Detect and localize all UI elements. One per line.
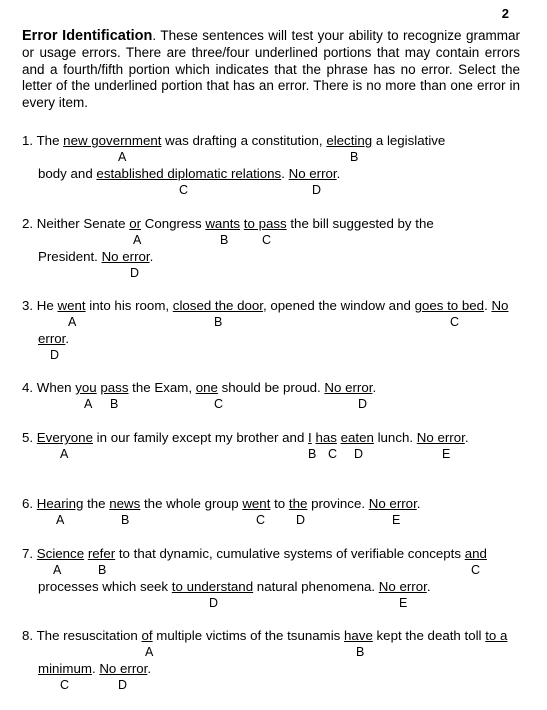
q4-option-d: No error — [324, 380, 373, 395]
q8-letter-d: D — [118, 678, 128, 692]
q6-letter-d: D — [296, 513, 306, 527]
q1-option-b: electing — [326, 133, 373, 148]
q6-letter-c: C — [256, 513, 266, 527]
question-4: 4. When you pass the Exam, one should be proud. No error. A B C D — [22, 380, 377, 411]
question-2: 2. Neither Senate or Congress wants to pass the bill suggested by the A B C President. No error. D — [22, 216, 434, 280]
q8-option-a: of — [141, 628, 153, 643]
q7-option-b: refer — [87, 546, 116, 561]
q6-option-b: news — [109, 496, 141, 511]
q5-option-b: I — [308, 430, 312, 445]
q4-option-b: pass — [100, 380, 129, 395]
q2-option-a: or — [129, 216, 142, 231]
q5-letter-c: C — [328, 447, 338, 461]
q1-letter-d: D — [312, 183, 322, 197]
q3-option-d-cont: error — [38, 331, 66, 346]
q7-option-d: to understand — [171, 579, 254, 594]
q8-letter-b: B — [356, 645, 365, 659]
question-5: 5. Everyone in our family except my brother and I has eaten lunch. No error. A B C D E — [22, 430, 469, 461]
q3-letter-a: A — [68, 315, 77, 329]
q5-letter-e: E — [442, 447, 451, 461]
q8-option-c-cont: minimum — [38, 661, 92, 676]
q4-letter-b: B — [110, 397, 119, 411]
q2-option-c: to pass — [243, 216, 287, 231]
q5-letter-a: A — [60, 447, 69, 461]
q4-letter-a: A — [84, 397, 93, 411]
q1-option-c: established diplomatic relations — [96, 166, 282, 181]
q3-letter-b: B — [214, 315, 223, 329]
q7-option-a: Science — [36, 546, 85, 561]
q2-option-d: No error — [101, 249, 150, 264]
q5-letter-b: B — [308, 447, 317, 461]
q6-letter-b: B — [121, 513, 130, 527]
q1-letter-a: A — [118, 150, 127, 164]
q2-letter-b: B — [220, 233, 229, 247]
q7-letter-b: B — [98, 563, 107, 577]
q6-letter-a: A — [56, 513, 65, 527]
q8-letter-c: C — [60, 678, 70, 692]
q7-option-e: No error — [378, 579, 427, 594]
instructions-heading: Error Identification — [22, 28, 153, 44]
q5-option-a: Everyone — [36, 430, 93, 445]
q3-option-a: went — [57, 298, 86, 313]
q7-letter-c: C — [471, 563, 481, 577]
q6-option-a: Hearing — [36, 496, 84, 511]
q6-option-d: the — [288, 496, 308, 511]
q3-letter-c: C — [450, 315, 460, 329]
q3-option-b: closed the door — [172, 298, 263, 313]
q3-option-c: goes to bed — [414, 298, 485, 313]
q8-letter-a: A — [145, 645, 154, 659]
q1-letter-c: C — [179, 183, 189, 197]
question-8: 8. The resuscitation of multiple victims of the tsunamis have kept the death toll to a A B minimum. No error. C D — [22, 628, 508, 692]
q7-letter-e: E — [399, 596, 408, 610]
q6-option-c: went — [242, 496, 271, 511]
q1-option-d: No error — [288, 166, 337, 181]
q4-letter-c: C — [214, 397, 224, 411]
q7-letter-d: D — [209, 596, 219, 610]
q5-option-c: has — [315, 430, 337, 445]
q3-letter-d: D — [50, 348, 60, 362]
instructions-text: . These sentences will test your ability to recognize grammar or usage errors. There are three/four underlined portions that may contain errors and a fourth/fifth portion which indicates that the phrase has no error. Select the letter of the underlined portion that has an error. There is no more than one error in every item. — [22, 28, 520, 111]
question-3: 3. He went into his room, closed the door, opened the window and goes to bed. No A B C error. D — [22, 298, 509, 362]
q2-letter-d: D — [130, 266, 140, 280]
q1-letter-b: B — [350, 150, 359, 164]
instructions — [22, 28, 520, 112]
q2-letter-a: A — [133, 233, 142, 247]
q5-letter-d: D — [354, 447, 364, 461]
q5-option-e: No error — [416, 430, 465, 445]
q8-option-d: No error — [99, 661, 148, 676]
q2-option-b: wants — [205, 216, 241, 231]
q8-option-c: to a — [485, 628, 508, 643]
q8-option-b: have — [344, 628, 373, 643]
q5-option-d: eaten — [340, 430, 374, 445]
q4-option-a: you — [75, 380, 97, 395]
q1-option-a: new government — [63, 133, 162, 148]
question-7: 7. Science refer to that dynamic, cumulative systems of verifiable concepts and A B C processes which seek to understand natural phenomena. No error. D E — [22, 546, 487, 610]
page-number: 2 — [501, 6, 509, 21]
q3-option-d: No — [491, 298, 509, 313]
q4-letter-d: D — [358, 397, 368, 411]
q2-letter-c: C — [262, 233, 272, 247]
q6-letter-e: E — [392, 513, 401, 527]
q6-option-e: No error — [368, 496, 417, 511]
q7-letter-a: A — [53, 563, 62, 577]
q7-option-c: and — [464, 546, 487, 561]
question-6: 6. Hearing the news the whole group went to the province. No error. A B C D E — [22, 496, 421, 527]
question-1: 1. The new government was drafting a constitution, electing a legislative A B body and established diplomatic relations. No error. C D — [22, 133, 446, 197]
q4-option-c: one — [195, 380, 218, 395]
